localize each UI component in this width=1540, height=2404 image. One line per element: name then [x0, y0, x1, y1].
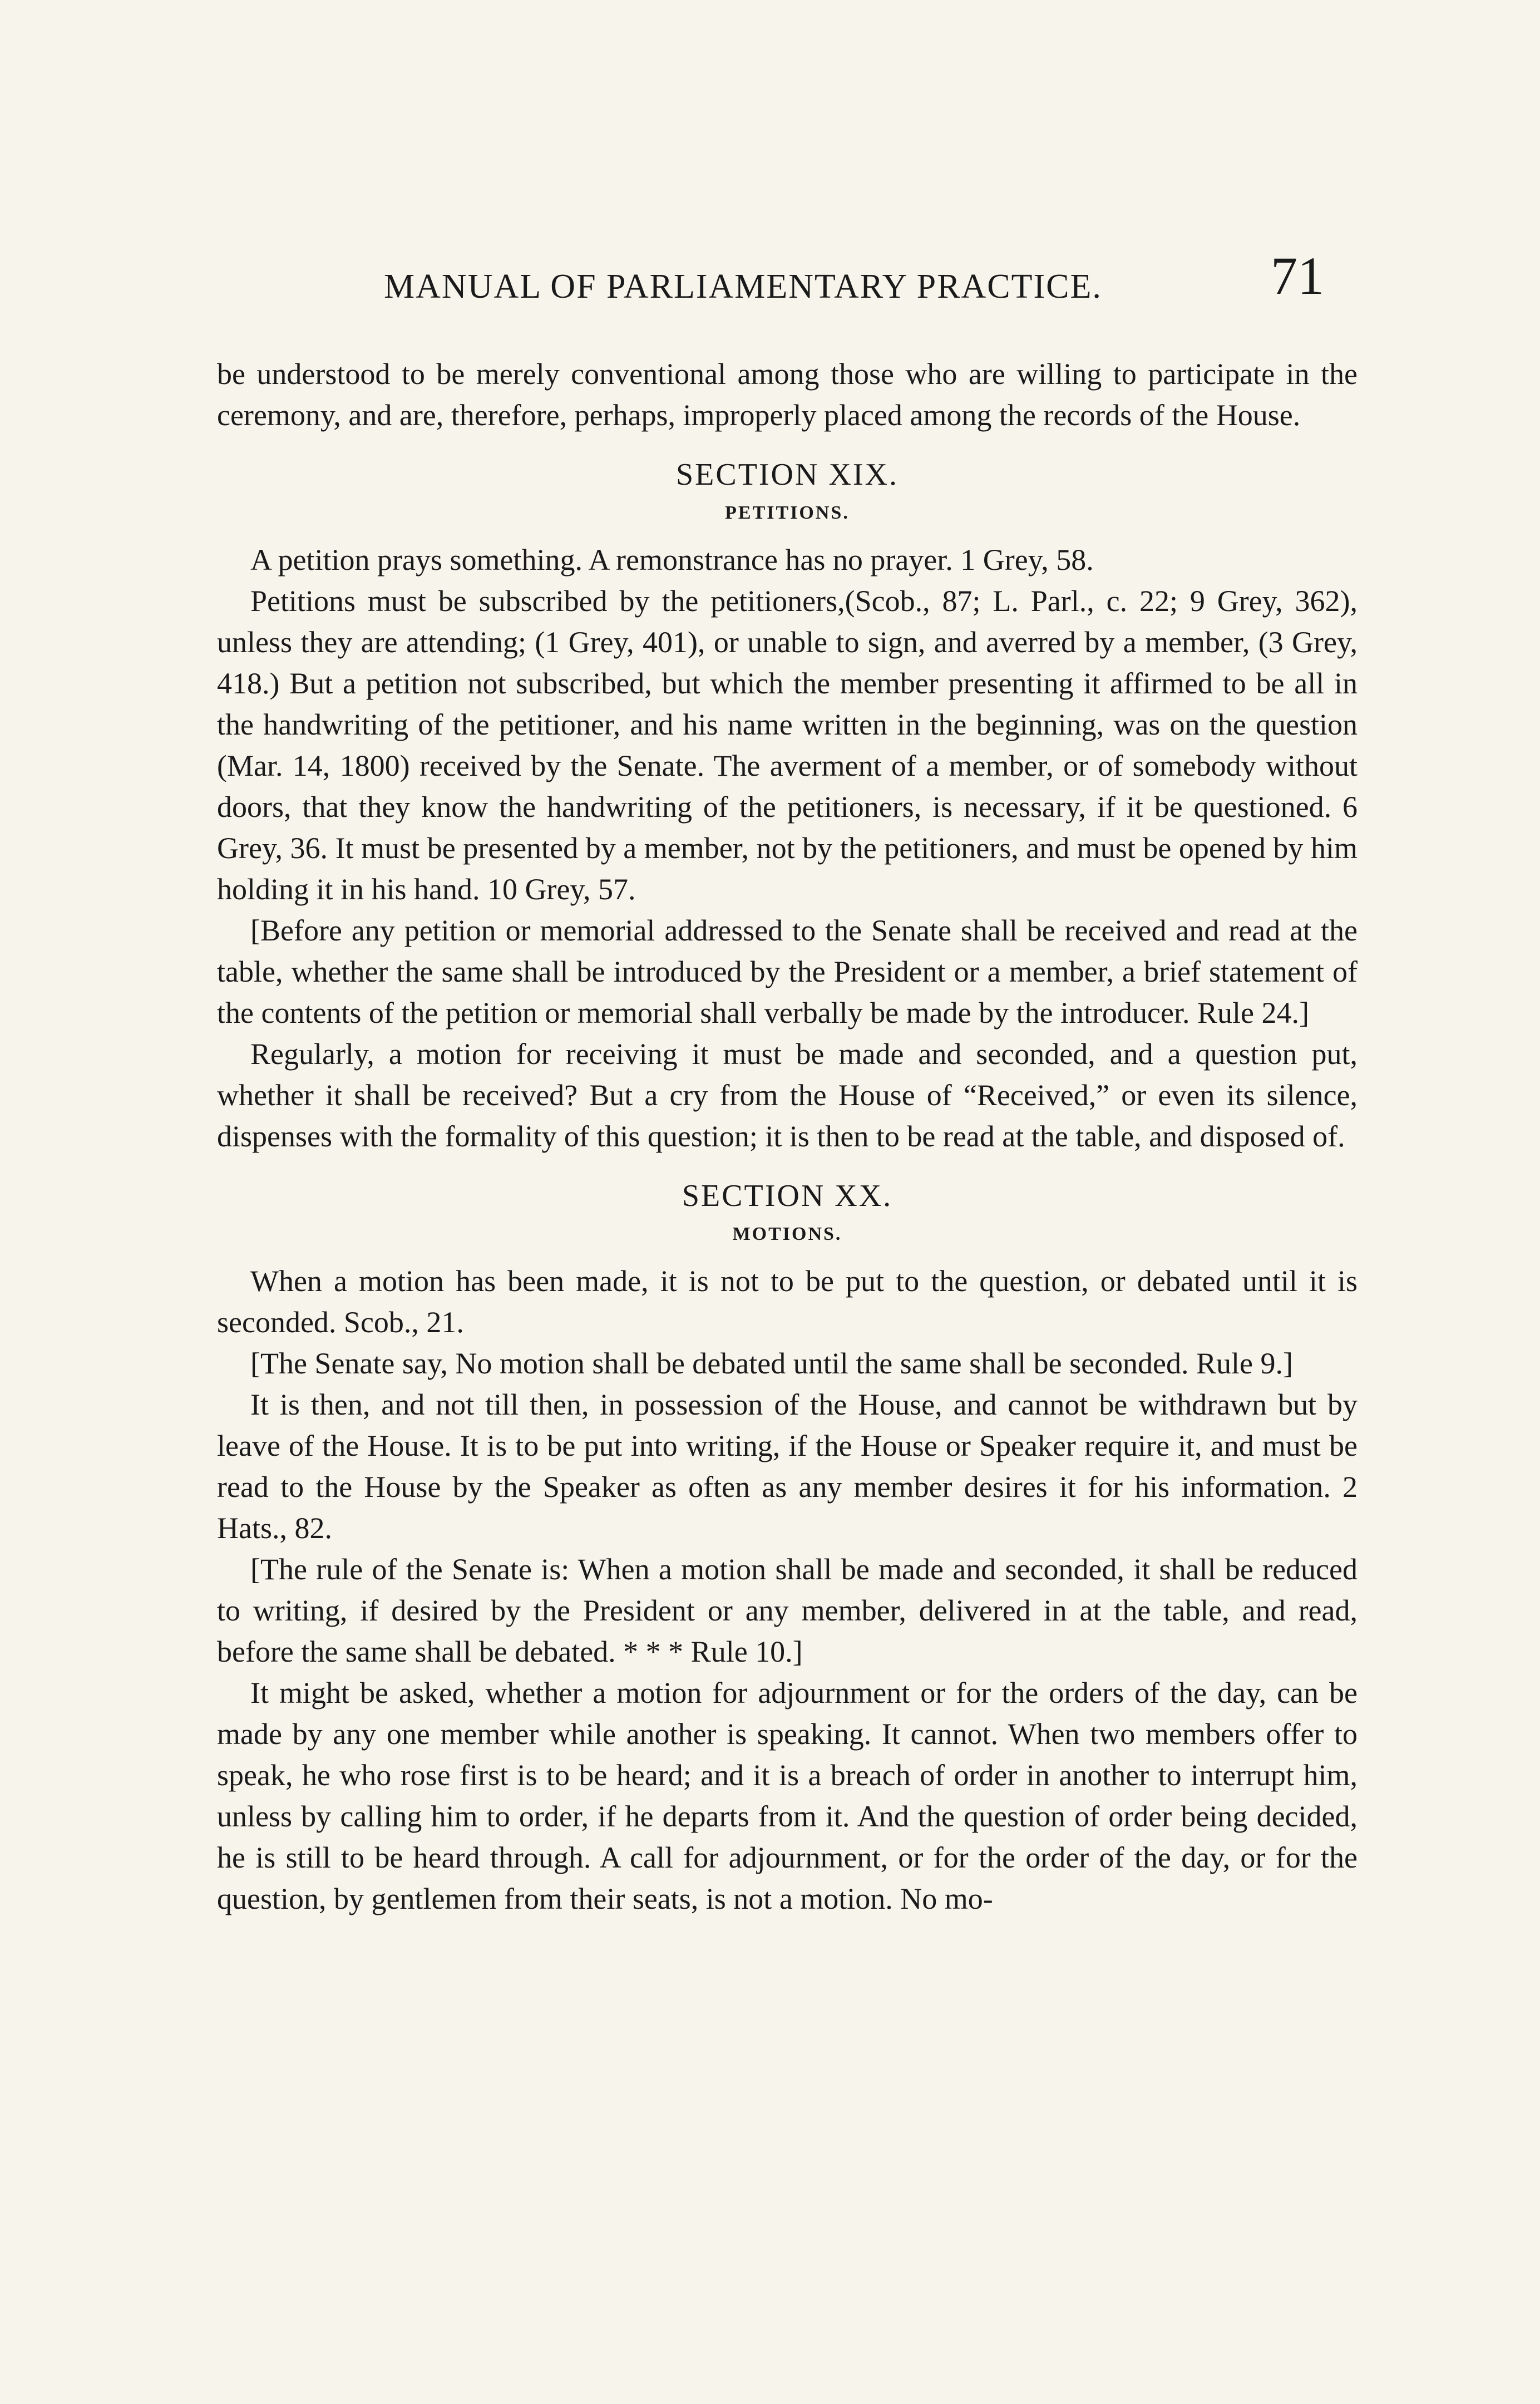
- paragraph: When a motion has been made, it is not to be put to the question, or debated until it is seconded. Scob., 21.: [217, 1264, 1358, 1339]
- paragraph: [The Senate say, No motion shall be debated until the same shall be seconded. Rule 9.]: [250, 1347, 1293, 1380]
- paragraph: Petitions must be subscribed by the petitioners,(Scob., 87; L. Parl., c. 22; 9 Grey, 362), unless they are attending; (1 Grey, 401), or unable to sign, and averred by a member, (3 Grey, 418.) But a petition not subscribed, but which the member presenting it affirmed to be all in the handwriting of the petitioner, and his name written in the beginning, was on the question (Mar. 14, 1800) received by the Senate. The averment of a member, or of somebody without doors, that they know the handwriting of the petitioners, is necessary, if it be questioned. 6 Grey, 36. It must be presented by a member, not by the petitioners, and must be opened by him holding it in his hand. 10 Grey, 57.: [217, 584, 1358, 906]
- page-number: 71: [1271, 246, 1324, 306]
- paragraph: A petition prays something. A remonstrance has no prayer. 1 Grey, 58.: [250, 543, 1094, 577]
- book-page: [217, 245, 1358, 2304]
- continuation-paragraph: be understood to be merely conventional among those who are willing to participate in the ceremony, and are, therefore, perhaps, improperly placed among the records of the House.: [217, 357, 1358, 432]
- paragraph: Regularly, a motion for receiving it must be made and seconded, and a question put, whether it shall be received? But a cry from the House of “Received,” or even its silence, dispenses with the formality of this question; it is then to be read at the table, and disposed of.: [217, 1037, 1358, 1153]
- section-title: SECTION XX.: [682, 1179, 893, 1213]
- page-header: [217, 245, 1358, 339]
- paragraph: It is then, and not till then, in possession of the House, and cannot be withdrawn but by leave of the House. It is to be put into writing, if the House or Speaker require it, and must be read to the House by the Speaker as often as any member desires it for his information. 2 Hats., 82.: [217, 1388, 1358, 1545]
- paragraph: It might be asked, whether a motion for adjournment or for the orders of the day, can be made by any one member while another is speaking. It cannot. When two members offer to speak, he who rose first is to be heard; and it is a breach of order in another to interrupt him, unless by calling him to order, if he departs from it. And the question of order being decided, he is still to be heard through. A call for adjournment, or for the order of the day, or for the question, by gentlemen from their seats, is not a motion. No mo-: [217, 1676, 1358, 1915]
- paragraph: [The rule of the Senate is: When a motion shall be made and seconded, it shall be reduced to writing, if desired by the President or any member, delivered in at the table, and read, before the same shall be debated. * * * Rule 10.]: [217, 1553, 1358, 1668]
- section-subtitle: MOTIONS.: [732, 1224, 842, 1244]
- section-title: SECTION XIX.: [676, 457, 899, 492]
- running-head: MANUAL OF PARLIAMENTARY PRACTICE.: [384, 268, 1102, 306]
- section-subtitle: PETITIONS.: [725, 503, 850, 523]
- paragraph: [Before any petition or memorial addressed to the Senate shall be received and read at the table, whether the same shall be introduced by the President or a member, a brief statement of the contents of the petition or memorial shall verbally be made by the introducer. Rule 24.]: [217, 914, 1358, 1029]
